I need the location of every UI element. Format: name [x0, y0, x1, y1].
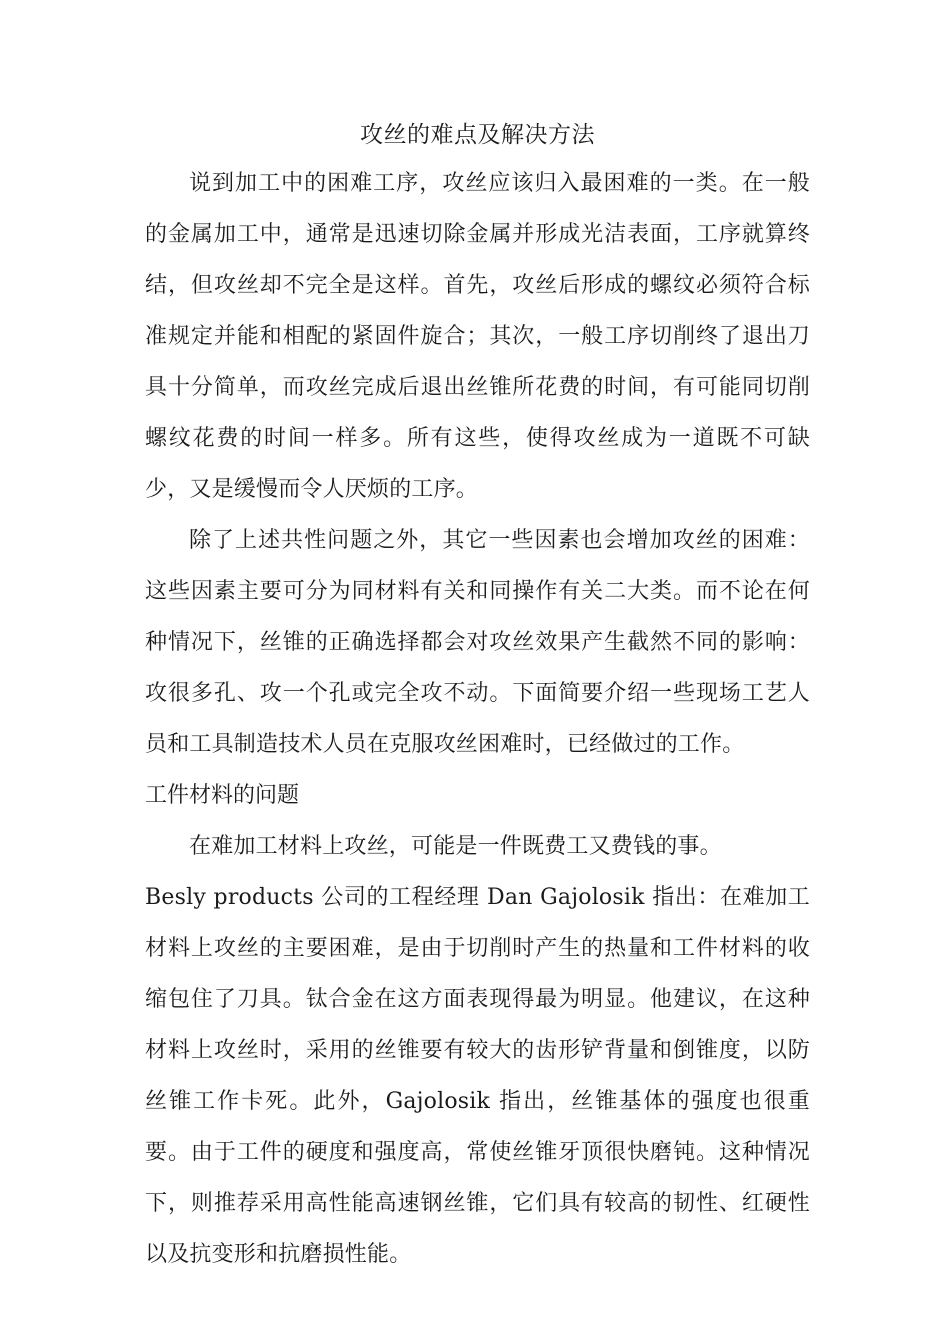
paragraph-factors: 除了上述共性问题之外，其它一些因素也会增加攻丝的困难：这些因素主要可分为同材料有关和同操作有关二大类。而不论在何种情况下，丝锥的正确选择都会对攻丝效果产生截然不同的影响：攻很多孔、攻一个孔或完全攻不动。下面简要介绍一些现场工艺人员和工具制造技术人员在克服攻丝困难时，已经做过的工作。 — [145, 528, 810, 757]
paragraph-intro: 说到加工中的困难工序，攻丝应该归入最困难的一类。在一般的金属加工中，通常是迅速切除金属并形成光洁表面，工序就算终结，但攻丝却不完全是这样。首先，攻丝后形成的螺纹必须符合标准规定并能和相配的紧固件旋合；其次，一般工序切削终了退出刀具十分简单，而攻丝完成后退出丝锥所花费的时间，有可能同切削螺纹花费的时间一样多。所有这些，使得攻丝成为一道既不可缺少，又是缓慢而令人厌烦的工序。 — [145, 171, 810, 502]
document-title: 攻丝的难点及解决方法 — [360, 122, 595, 148]
section-intro: 在难加工材料上攻丝，可能是一件既费工又费钱的事。 — [189, 834, 722, 859]
document-page — [145, 112, 810, 1280]
section-heading: 工件材料的问题 — [145, 783, 300, 808]
section-body: Besly products 公司的工程经理 Dan Gajolosik 指出：在难加工材料上攻丝的主要困难，是由于切削时产生的热量和工件材料的收缩包住了刀具。钛合金在这方面表现得最为明显。他建议，在这种材料上攻丝时，采用的丝锥要有较大的齿形铲背量和倒锥度，以防丝锥工作卡死。此外，Gajolosik 指出，丝锥基体的强度也很重要。由于工件的硬度和强度高，常使丝锥牙顶很快磨钝。这种情况下，则推荐采用高性能高速钢丝锥，它们具有较高的韧性、红硬性以及抗变形和抗磨损性能。 — [145, 885, 810, 1267]
